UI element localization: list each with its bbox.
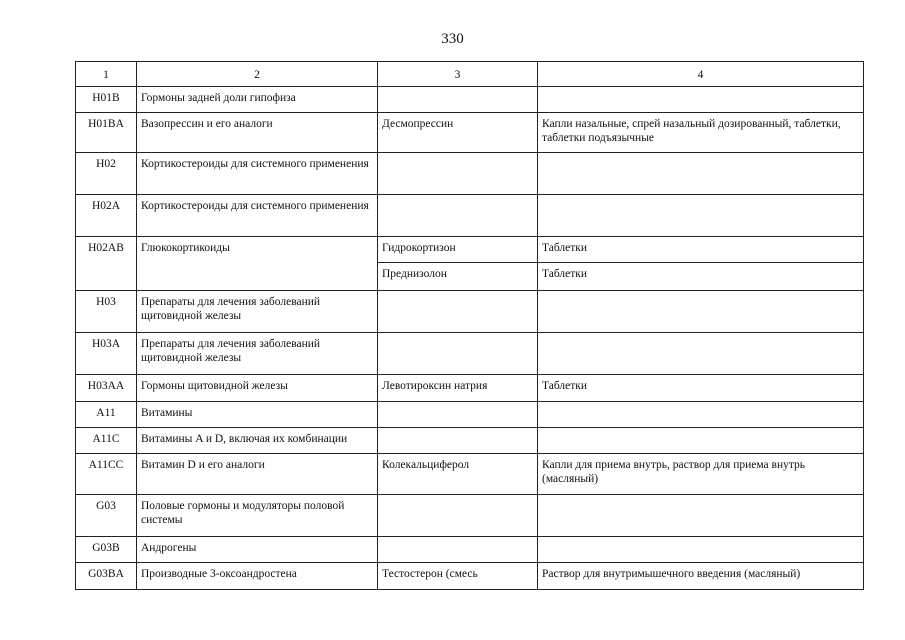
drug-name-cell: Тестостерон (смесь [378, 563, 538, 590]
dosage-form-cell [538, 537, 864, 563]
atc-code-cell: A11C [76, 428, 137, 454]
drug-name-cell: Левотироксин натрия [378, 375, 538, 402]
table-row [76, 291, 864, 333]
atc-code-cell: H02AB [76, 237, 137, 291]
group-name-cell: Производные 3-оксоандростена [137, 563, 378, 590]
atc-code-cell: H03 [76, 291, 137, 333]
atc-code-cell: H02A [76, 195, 137, 237]
table-header-row [76, 62, 864, 87]
group-name-cell: Андрогены [137, 537, 378, 563]
group-name-cell: Гормоны задней доли гипофиза [137, 87, 378, 113]
group-name-cell: Вазопрессин и его аналоги [137, 113, 378, 153]
dosage-form-cell [538, 402, 864, 428]
table-row [76, 563, 864, 590]
dosage-form-cell [538, 153, 864, 195]
dosage-form-cell: Капли для приема внутрь, раствор для приема внутрь (масляный) [538, 454, 864, 495]
group-name-cell: Витамин D и его аналоги [137, 454, 378, 495]
group-name-cell: Гормоны щитовидной железы [137, 375, 378, 402]
table-row [76, 375, 864, 402]
group-name-cell: Кортикостероиды для системного применения [137, 153, 378, 195]
atc-code-cell: G03B [76, 537, 137, 563]
drug-name-cell: Колекальциферол [378, 454, 538, 495]
dosage-form-cell [538, 195, 864, 237]
header-col-4: 4 [538, 62, 864, 87]
dosage-form-cell: Раствор для внутримышечного введения (масляный) [538, 563, 864, 590]
table-row [76, 195, 864, 237]
group-name-cell: Витамины A и D, включая их комбинации [137, 428, 378, 454]
atc-code-cell: G03BA [76, 563, 137, 590]
dosage-form-cell: Таблетки [538, 263, 864, 291]
dosage-form-cell [538, 333, 864, 375]
atc-code-cell: H01B [76, 87, 137, 113]
table-row [76, 333, 864, 375]
group-name-cell: Препараты для лечения заболеваний щитовидной железы [137, 291, 378, 333]
group-name-cell: Витамины [137, 402, 378, 428]
drug-name-cell [378, 495, 538, 537]
dosage-form-cell [538, 291, 864, 333]
drug-name-cell [378, 153, 538, 195]
drug-name-cell: Десмопрессин [378, 113, 538, 153]
table-row [76, 237, 864, 263]
group-name-cell: Препараты для лечения заболеваний щитовидной железы [137, 333, 378, 375]
header-col-3: 3 [378, 62, 538, 87]
drug-classification-table [75, 61, 864, 590]
atc-code-cell: A11CC [76, 454, 137, 495]
page-number: 330 [441, 31, 464, 47]
atc-code-cell: H01BA [76, 113, 137, 153]
dosage-form-cell: Таблетки [538, 237, 864, 263]
drug-name-cell [378, 333, 538, 375]
dosage-form-cell [538, 495, 864, 537]
drug-name-cell [378, 195, 538, 237]
atc-code-cell: G03 [76, 495, 137, 537]
table-row [76, 454, 864, 495]
drug-name-cell: Гидрокортизон [378, 237, 538, 263]
group-name-cell: Половые гормоны и модуляторы половой системы [137, 495, 378, 537]
dosage-form-cell: Таблетки [538, 375, 864, 402]
drug-name-cell [378, 291, 538, 333]
table-row [76, 428, 864, 454]
drug-name-cell [378, 537, 538, 563]
atc-code-cell: H02 [76, 153, 137, 195]
atc-code-cell: H03AA [76, 375, 137, 402]
table-row [76, 495, 864, 537]
table-row [76, 402, 864, 428]
header-col-2: 2 [137, 62, 378, 87]
dosage-form-cell [538, 87, 864, 113]
drug-name-cell [378, 428, 538, 454]
table-row [76, 113, 864, 153]
table-row [76, 153, 864, 195]
atc-code-cell: H03A [76, 333, 137, 375]
table-row [76, 87, 864, 113]
group-name-cell: Кортикостероиды для системного применения [137, 195, 378, 237]
drug-name-cell [378, 402, 538, 428]
drug-name-cell: Преднизолон [378, 263, 538, 291]
dosage-form-cell: Капли назальные, спрей назальный дозированный, таблетки, таблетки подъязычные [538, 113, 864, 153]
dosage-form-cell [538, 428, 864, 454]
group-name-cell: Глюкокортикоиды [137, 237, 378, 291]
table-row [76, 537, 864, 563]
drug-name-cell [378, 87, 538, 113]
atc-code-cell: A11 [76, 402, 137, 428]
header-col-1: 1 [76, 62, 137, 87]
